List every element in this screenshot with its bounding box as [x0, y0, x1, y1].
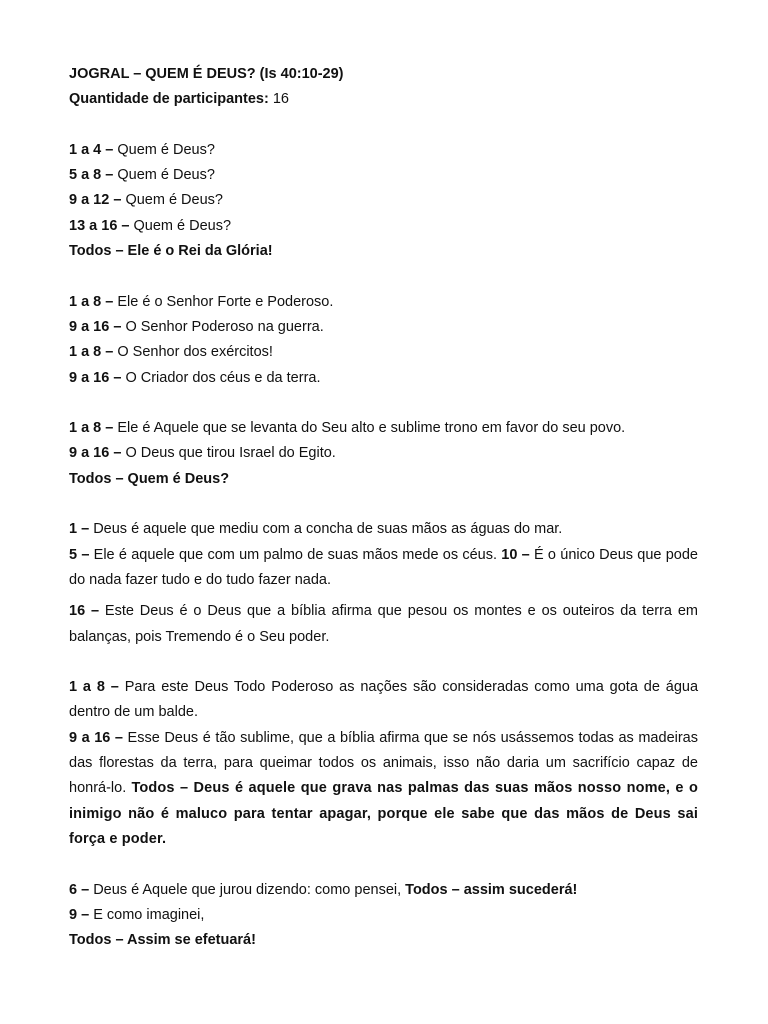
dialogue-line: 9 a 16 – O Senhor Poderoso na guerra. [69, 318, 324, 335]
spacer [69, 492, 698, 517]
participants-label: Quantidade de participantes: [69, 91, 269, 108]
dialogue-line: 1 a 4 – Quem é Deus? [69, 141, 215, 158]
dialogue-line: 1 a 8 – O Senhor dos exércitos! [69, 344, 273, 361]
participants-line [69, 87, 698, 112]
dialogue-line: 1 – Deus é aquele que mediu com a concha de suas mãos as águas do mar. [69, 521, 563, 538]
spacer [69, 113, 698, 138]
dialogue-line: 9 – E como imaginei, [69, 906, 205, 923]
spacer [69, 852, 698, 877]
dialogue-line: 9 a 12 – Quem é Deus? [69, 192, 223, 209]
chorus-line: Todos – Ele é o Rei da Glória! [69, 243, 273, 260]
spacer [69, 391, 698, 416]
dialogue-paragraph: 5 – Ele é aquele que com um palmo de suas mãos mede os céus. 10 – É o único Deus que pode do nada fazer tudo e do tudo fazer nada. [69, 546, 698, 588]
spacer [69, 650, 698, 675]
dialogue-line: 1 a 8 – Ele é o Senhor Forte e Poderoso. [69, 293, 334, 310]
chorus-line: Todos – Assim se efetuará! [69, 932, 256, 949]
dialogue-line: 6 – Deus é Aquele que jurou dizendo: como pensei, Todos – assim sucederá! [69, 881, 578, 898]
spacer [69, 264, 698, 289]
dialogue-line: 1 a 8 – Ele é Aquele que se levanta do Seu alto e sublime trono em favor do seu povo. [69, 420, 626, 437]
document-title: JOGRAL – QUEM É DEUS? (Is 40:10-29) [69, 66, 344, 82]
dialogue-line: 9 a 16 – O Deus que tirou Israel do Egito. [69, 445, 336, 462]
document-page [69, 62, 698, 953]
dialogue-paragraph: 16 – Este Deus é o Deus que a bíblia afirma que pesou os montes e os outeiros da terra em balanças, pois Tremendo é o Seu poder. [69, 603, 698, 645]
dialogue-line: 9 a 16 – O Criador dos céus e da terra. [69, 369, 321, 386]
chorus-line: Todos – Quem é Deus? [69, 470, 230, 487]
participants-value: 16 [272, 91, 289, 108]
dialogue-paragraph: 1 a 8 – Para este Deus Todo Poderoso as nações são consideradas como uma gota de água dentro de um balde. [69, 679, 699, 721]
dialogue-line: 13 a 16 – Quem é Deus? [69, 217, 232, 234]
dialogue-paragraph: 9 a 16 – Esse Deus é tão sublime, que a bíblia afirma que se nós usássemos todas as madeiras das florestas da terra, para queimar todos os animais, isso não daria um sacrifício capaz de honrá-lo. Todos – Deus é aquele que grava nas palmas das suas mãos nosso nome, e o inimigo não é maluco para tentar apagar, porque ele sabe que das mãos de Deus sai força e poder. [69, 729, 698, 847]
dialogue-line: 5 a 8 – Quem é Deus? [69, 167, 215, 184]
